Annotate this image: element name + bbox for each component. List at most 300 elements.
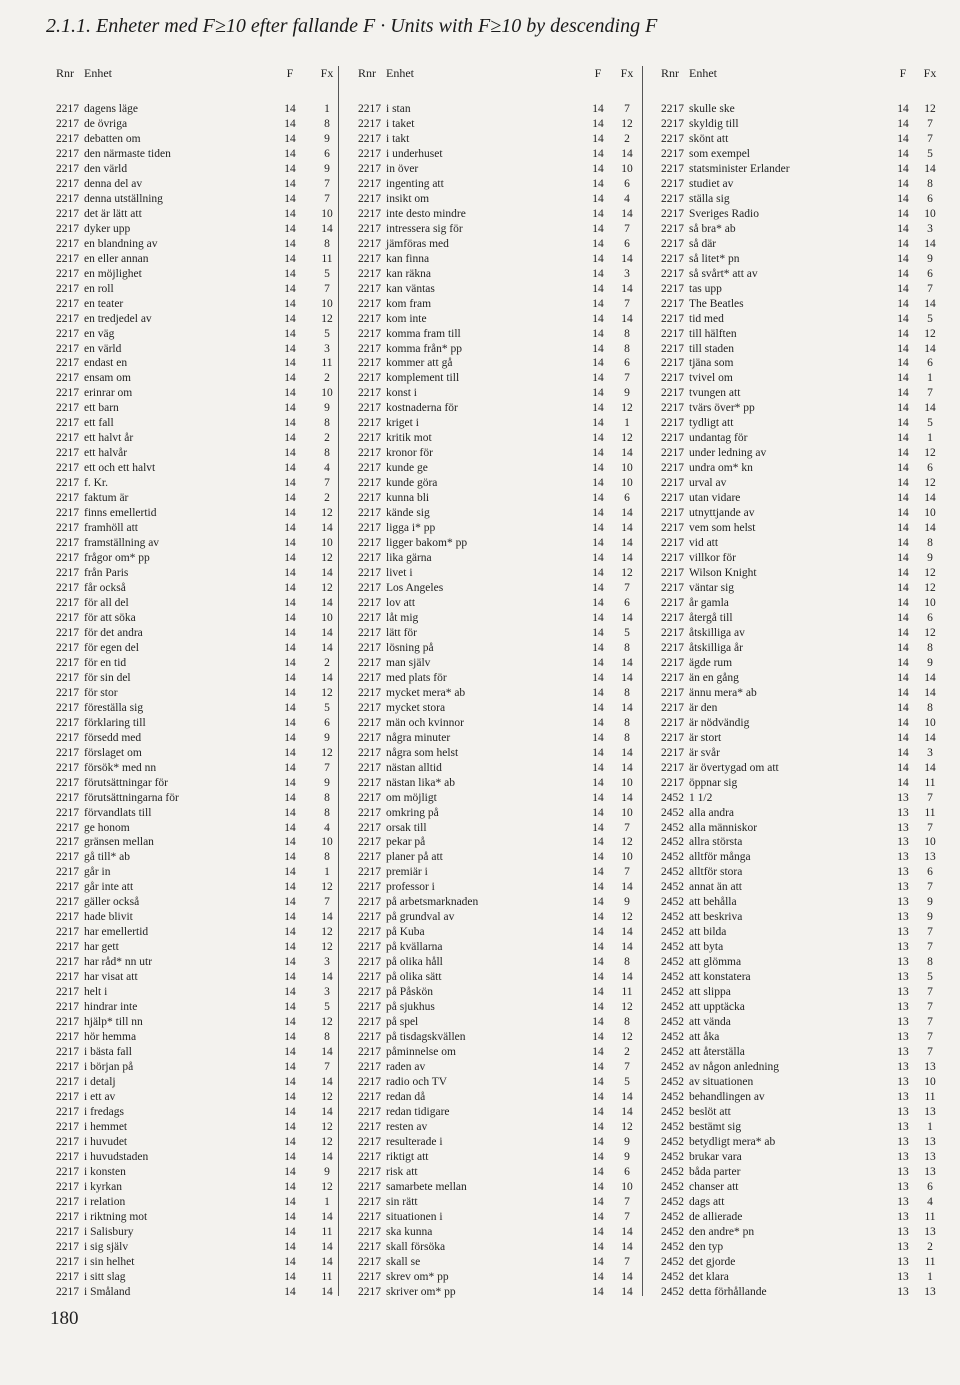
cell-fx: 14 [621, 941, 633, 954]
cell-f: 14 [284, 911, 296, 924]
cell-enhet: för en tid [84, 656, 127, 669]
cell-fx: 12 [321, 1180, 333, 1193]
cell-f: 14 [284, 1016, 296, 1029]
cell-rnr: 2217 [661, 327, 684, 340]
cell-rnr: 2217 [358, 357, 381, 370]
cell-enhet: mycket stora [386, 701, 446, 714]
cell-rnr: 2217 [661, 207, 684, 220]
cell-enhet: förutsättningar för [84, 776, 168, 789]
cell-enhet: professor i [386, 881, 435, 894]
cell-rnr: 2217 [661, 731, 684, 744]
column-header [661, 66, 939, 82]
cell-fx: 13 [924, 851, 936, 864]
cell-enhet: på olika håll [386, 956, 443, 969]
column-divider [338, 66, 339, 1296]
cell-fx: 1 [927, 1270, 933, 1283]
cell-f: 13 [897, 1046, 909, 1059]
cell-fx: 14 [621, 507, 633, 520]
cell-f: 14 [592, 432, 604, 445]
cell-rnr: 2217 [358, 282, 381, 295]
cell-rnr: 2217 [661, 492, 684, 505]
cell-f: 13 [897, 836, 909, 849]
cell-f: 14 [284, 267, 296, 280]
cell-f: 14 [897, 103, 909, 115]
cell-fx: 8 [624, 1016, 630, 1029]
cell-rnr: 2217 [358, 1105, 381, 1118]
cell-fx: 14 [621, 312, 633, 325]
cell-f: 14 [284, 417, 296, 430]
cell-rnr: 2217 [56, 477, 79, 490]
cell-fx: 10 [924, 507, 936, 520]
cell-fx: 6 [324, 716, 330, 729]
cell-fx: 14 [321, 1285, 333, 1298]
cell-fx: 12 [321, 941, 333, 954]
cell-f: 14 [592, 1075, 604, 1088]
cell-fx: 14 [321, 567, 333, 580]
cell-fx: 3 [927, 746, 933, 759]
cell-rnr: 2217 [56, 881, 79, 894]
cell-rnr: 2217 [661, 611, 684, 624]
cell-fx: 7 [624, 222, 630, 235]
cell-rnr: 2217 [661, 117, 684, 130]
cell-enhet: en tredjedel av [84, 312, 152, 325]
cell-f: 14 [897, 611, 909, 624]
cell-rnr: 2217 [661, 507, 684, 520]
cell-rnr: 2217 [56, 237, 79, 250]
cell-rnr: 2217 [56, 117, 79, 130]
cell-fx: 14 [321, 522, 333, 535]
cell-enhet: alla människor [689, 821, 758, 834]
cell-fx: 14 [321, 971, 333, 984]
cell-enhet: vid att [689, 537, 719, 550]
page-title: 2.1.1. Enheter med F≥10 efter fallande F · Units with F≥10 by descending F [46, 15, 658, 37]
cell-f: 14 [897, 656, 909, 669]
cell-enhet: får också [84, 582, 126, 594]
cell-f: 14 [592, 522, 604, 535]
cell-rnr: 2217 [358, 1210, 381, 1223]
cell-fx: 9 [624, 387, 630, 400]
cell-rnr: 2217 [358, 1225, 381, 1238]
cell-fx: 9 [324, 162, 330, 175]
cell-f: 14 [284, 177, 296, 190]
cell-f: 14 [592, 372, 604, 385]
cell-fx: 6 [624, 1165, 630, 1178]
cell-rnr: 2217 [56, 417, 79, 430]
cell-fx: 12 [924, 582, 936, 594]
cell-f: 14 [284, 462, 296, 475]
cell-rnr: 2217 [56, 851, 79, 864]
cell-enhet: för all del [84, 596, 129, 609]
page-number: 180 [50, 1308, 79, 1329]
cell-f: 14 [284, 986, 296, 999]
cell-f: 14 [284, 117, 296, 130]
cell-rnr: 2452 [661, 1150, 684, 1163]
cell-enhet: är nödvändig [689, 716, 750, 729]
cell-enhet: i Småland [84, 1285, 131, 1298]
cell-fx: 3 [324, 342, 330, 355]
cell-enhet: alltför många [689, 851, 751, 864]
cell-fx: 12 [621, 432, 633, 445]
cell-rnr: 2217 [661, 716, 684, 729]
cell-fx: 10 [924, 596, 936, 609]
cell-fx: 7 [927, 1016, 933, 1029]
cell-f: 14 [592, 1031, 604, 1044]
cell-enhet: kritik mot [386, 432, 432, 445]
cell-f: 14 [284, 582, 296, 594]
cell-f: 13 [897, 1075, 909, 1088]
cell-rnr: 2217 [358, 1255, 381, 1268]
cell-fx: 14 [924, 402, 936, 415]
cell-rnr: 2217 [56, 1105, 79, 1118]
cell-rnr: 2217 [661, 432, 684, 445]
cell-enhet: detta förhållande [689, 1285, 767, 1298]
cell-f: 14 [592, 1150, 604, 1163]
cell-fx: 14 [321, 911, 333, 924]
cell-fx: 7 [927, 941, 933, 954]
cell-enhet: komplement till [386, 372, 460, 385]
cell-rnr: 2217 [56, 896, 79, 909]
cell-fx: 14 [621, 1090, 633, 1103]
cell-fx: 14 [621, 701, 633, 714]
cell-fx: 10 [924, 716, 936, 729]
cell-f: 13 [897, 1195, 909, 1208]
cell-fx: 5 [324, 267, 330, 280]
cell-rnr: 2217 [358, 1090, 381, 1103]
cell-fx: 9 [927, 656, 933, 669]
cell-f: 14 [284, 851, 296, 864]
header-f: F [899, 66, 907, 80]
cell-rnr: 2217 [56, 282, 79, 295]
cell-fx: 2 [624, 132, 630, 145]
cell-fx: 12 [621, 836, 633, 849]
cell-f: 14 [592, 1255, 604, 1268]
cell-enhet: av situationen [689, 1075, 754, 1088]
cell-fx: 1 [324, 103, 330, 115]
cell-fx: 2 [324, 492, 330, 505]
cell-enhet: i sig själv [84, 1240, 129, 1253]
cell-fx: 4 [324, 821, 330, 834]
cell-rnr: 2217 [358, 836, 381, 849]
cell-fx: 13 [924, 1285, 936, 1298]
cell-enhet: på Kuba [386, 926, 425, 939]
cell-fx: 4 [324, 462, 330, 475]
cell-enhet: några som helst [386, 746, 459, 759]
cell-f: 14 [284, 1105, 296, 1118]
cell-f: 14 [897, 417, 909, 430]
cell-fx: 14 [321, 1105, 333, 1118]
cell-enhet: att behålla [689, 896, 737, 909]
cell-enhet: några minuter [386, 731, 451, 744]
cell-rnr: 2217 [358, 866, 381, 879]
cell-rnr: 2217 [358, 1270, 381, 1283]
cell-fx: 3 [324, 986, 330, 999]
cell-fx: 10 [321, 836, 333, 849]
header-rnr: Rnr [358, 66, 376, 80]
cell-rnr: 2217 [56, 1195, 79, 1208]
cell-f: 14 [284, 372, 296, 385]
cell-f: 13 [897, 1180, 909, 1193]
cell-enhet: skriver om* pp [386, 1285, 456, 1298]
cell-f: 14 [897, 162, 909, 175]
cell-fx: 14 [621, 282, 633, 295]
cell-rnr: 2217 [358, 267, 381, 280]
cell-rnr: 2217 [358, 611, 381, 624]
cell-rnr: 2452 [661, 941, 684, 954]
cell-fx: 9 [624, 1150, 630, 1163]
cell-enhet: att återställa [689, 1046, 745, 1059]
cell-rnr: 2452 [661, 956, 684, 969]
cell-rnr: 2452 [661, 926, 684, 939]
cell-rnr: 2217 [358, 896, 381, 909]
cell-enhet: som exempel [689, 147, 750, 160]
cell-f: 13 [897, 1255, 909, 1268]
cell-f: 14 [592, 1016, 604, 1029]
cell-enhet: försedd med [84, 731, 142, 744]
cell-rnr: 2217 [358, 1031, 381, 1044]
cell-enhet: annat än att [689, 881, 743, 894]
cell-rnr: 2217 [56, 222, 79, 235]
cell-enhet: har gett [84, 941, 119, 954]
cell-enhet: ännu mera* ab [689, 686, 757, 699]
cell-fx: 8 [324, 237, 330, 250]
cell-f: 14 [592, 252, 604, 265]
cell-rnr: 2452 [661, 1240, 684, 1253]
cell-f: 14 [284, 656, 296, 669]
cell-rnr: 2452 [661, 1031, 684, 1044]
cell-fx: 14 [924, 492, 936, 505]
cell-enhet: en möjlighet [84, 267, 142, 280]
cell-enhet: så där [689, 237, 717, 250]
cell-fx: 14 [321, 1255, 333, 1268]
cell-rnr: 2217 [56, 252, 79, 265]
cell-f: 13 [897, 1135, 909, 1148]
cell-rnr: 2217 [358, 1001, 381, 1014]
cell-rnr: 2217 [358, 1240, 381, 1253]
cell-fx: 14 [621, 611, 633, 624]
cell-rnr: 2217 [358, 207, 381, 220]
cell-enhet: är svår [689, 746, 720, 759]
cell-enhet: har emellertid [84, 926, 149, 939]
cell-rnr: 2452 [661, 1255, 684, 1268]
cell-enhet: f. Kr. [84, 477, 108, 490]
cell-enhet: undantag för [689, 432, 748, 445]
cell-f: 14 [897, 641, 909, 654]
cell-rnr: 2217 [358, 641, 381, 654]
cell-rnr: 2217 [358, 402, 381, 415]
cell-rnr: 2217 [56, 1031, 79, 1044]
cell-f: 14 [592, 507, 604, 520]
cell-rnr: 2217 [661, 641, 684, 654]
cell-f: 14 [592, 282, 604, 295]
cell-f: 14 [284, 971, 296, 984]
cell-f: 14 [897, 537, 909, 550]
cell-rnr: 2217 [56, 357, 79, 370]
cell-fx: 13 [924, 1150, 936, 1163]
cell-enhet: förutsättningarna för [84, 791, 179, 804]
cell-enhet: Los Angeles [386, 582, 444, 594]
cell-fx: 14 [924, 761, 936, 774]
cell-rnr: 2217 [358, 387, 381, 400]
cell-fx: 5 [927, 312, 933, 325]
cell-fx: 12 [321, 507, 333, 520]
cell-rnr: 2217 [56, 1135, 79, 1148]
cell-f: 14 [284, 1225, 296, 1238]
cell-enhet: ensam om [84, 372, 131, 385]
cell-rnr: 2217 [358, 177, 381, 190]
cell-rnr: 2217 [56, 462, 79, 475]
cell-f: 14 [897, 746, 909, 759]
cell-fx: 3 [324, 956, 330, 969]
cell-fx: 7 [927, 881, 933, 894]
cell-f: 14 [592, 1210, 604, 1223]
cell-enhet: i takt [386, 132, 410, 145]
cell-rnr: 2217 [358, 222, 381, 235]
cell-rnr: 2217 [661, 701, 684, 714]
cell-fx: 14 [621, 552, 633, 565]
cell-enhet: ligger bakom* pp [386, 537, 468, 550]
cell-rnr: 2217 [661, 686, 684, 699]
cell-f: 14 [284, 447, 296, 460]
cell-f: 14 [897, 327, 909, 340]
cell-enhet: konst i [386, 387, 417, 400]
cell-f: 14 [592, 911, 604, 924]
cell-fx: 8 [624, 641, 630, 654]
cell-rnr: 2217 [56, 1180, 79, 1193]
cell-fx: 7 [927, 387, 933, 400]
cell-enhet: riktigt att [386, 1150, 429, 1163]
cell-fx: 12 [621, 567, 633, 580]
table-column-1 [56, 66, 334, 1298]
cell-enhet: på olika sätt [386, 971, 442, 984]
cell-f: 14 [897, 432, 909, 445]
cell-fx: 13 [924, 1165, 936, 1178]
cell-f: 14 [592, 1090, 604, 1103]
cell-fx: 9 [624, 1135, 630, 1148]
cell-enhet: kan väntas [386, 282, 435, 295]
cell-fx: 14 [621, 1270, 633, 1283]
cell-rnr: 2217 [56, 956, 79, 969]
cell-enhet: allra största [689, 836, 743, 849]
cell-f: 14 [897, 147, 909, 160]
cell-rnr: 2217 [358, 162, 381, 175]
cell-f: 14 [284, 207, 296, 220]
cell-f: 13 [897, 1210, 909, 1223]
cell-f: 14 [592, 1105, 604, 1118]
cell-enhet: att glömma [689, 956, 742, 969]
cell-enhet: hindrar inte [84, 1001, 138, 1014]
cell-f: 14 [897, 372, 909, 385]
cell-f: 14 [897, 462, 909, 475]
cell-f: 14 [592, 836, 604, 849]
cell-fx: 14 [924, 686, 936, 699]
cell-f: 14 [284, 282, 296, 295]
cell-enhet: har råd* nn utr [84, 956, 153, 969]
cell-rnr: 2217 [661, 447, 684, 460]
cell-f: 14 [284, 342, 296, 355]
cell-enhet: dags att [689, 1195, 725, 1208]
cell-rnr: 2452 [661, 1075, 684, 1088]
cell-enhet: att konstatera [689, 971, 751, 984]
cell-enhet: endast en [84, 357, 128, 370]
cell-rnr: 2217 [56, 1016, 79, 1029]
cell-enhet: för att söka [84, 611, 136, 624]
cell-rnr: 2217 [56, 567, 79, 580]
cell-rnr: 2217 [56, 387, 79, 400]
cell-enhet: tvärs över* pp [689, 402, 755, 415]
cell-rnr: 2217 [661, 147, 684, 160]
cell-rnr: 2217 [56, 507, 79, 520]
cell-f: 13 [897, 1061, 909, 1073]
cell-enhet: av någon anledning [689, 1061, 780, 1073]
cell-rnr: 2217 [56, 911, 79, 924]
cell-enhet: dagens läge [84, 103, 138, 115]
cell-fx: 9 [324, 132, 330, 145]
cell-f: 14 [592, 1180, 604, 1193]
cell-fx: 12 [924, 327, 936, 340]
cell-fx: 2 [624, 1046, 630, 1059]
cell-rnr: 2217 [56, 327, 79, 340]
cell-fx: 7 [927, 117, 933, 130]
cell-fx: 7 [927, 926, 933, 939]
cell-fx: 14 [321, 671, 333, 684]
cell-f: 14 [592, 103, 604, 115]
cell-rnr: 2217 [358, 656, 381, 669]
cell-rnr: 2217 [56, 1210, 79, 1223]
cell-enhet: är den [689, 701, 718, 714]
cell-fx: 14 [621, 746, 633, 759]
cell-fx: 12 [321, 582, 333, 594]
cell-f: 14 [897, 522, 909, 535]
cell-fx: 8 [927, 956, 933, 969]
cell-enhet: kan räkna [386, 267, 432, 280]
cell-enhet: så litet* pn [689, 252, 740, 265]
cell-rnr: 2217 [358, 1075, 381, 1088]
cell-rnr: 2217 [358, 686, 381, 699]
cell-fx: 12 [924, 567, 936, 580]
cell-fx: 8 [624, 956, 630, 969]
cell-rnr: 2217 [56, 1075, 79, 1088]
cell-enhet: The Beatles [689, 297, 744, 310]
cell-enhet: försök* med nn [84, 761, 157, 774]
cell-enhet: går in [84, 866, 111, 879]
cell-enhet: en blandning av [84, 237, 158, 250]
cell-rnr: 2217 [56, 1120, 79, 1133]
cell-f: 14 [592, 941, 604, 954]
cell-fx: 10 [621, 1180, 633, 1193]
cell-rnr: 2217 [56, 192, 79, 205]
cell-fx: 1 [927, 1120, 933, 1133]
cell-f: 14 [284, 716, 296, 729]
cell-enhet: undra om* kn [689, 462, 753, 475]
cell-f: 14 [284, 297, 296, 310]
cell-f: 14 [592, 387, 604, 400]
cell-rnr: 2217 [661, 671, 684, 684]
cell-fx: 12 [321, 746, 333, 759]
cell-fx: 2 [324, 432, 330, 445]
cell-f: 14 [592, 986, 604, 999]
cell-f: 14 [592, 402, 604, 415]
cell-fx: 11 [621, 986, 633, 999]
cell-f: 14 [284, 1180, 296, 1193]
cell-enhet: ska kunna [386, 1225, 433, 1238]
cell-rnr: 2452 [661, 881, 684, 894]
cell-enhet: inte desto mindre [386, 207, 466, 220]
cell-enhet: den närmaste tiden [84, 147, 171, 160]
cell-f: 14 [284, 537, 296, 550]
cell-rnr: 2217 [56, 1240, 79, 1253]
cell-enhet: resten av [386, 1120, 428, 1133]
cell-rnr: 2217 [358, 297, 381, 310]
